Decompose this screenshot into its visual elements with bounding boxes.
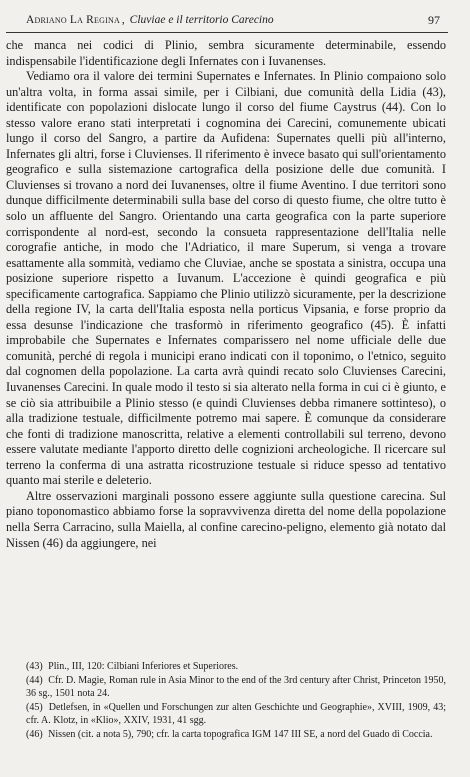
paragraph-continuation: che manca nei codici di Plinio, sembra sicuramente determinabile, essendo indispensabile l'identificazione degli Infernates con i Iuvanenses. xyxy=(6,38,446,68)
paragraph-altre-osservazioni: Altre osservazioni marginali possono essere aggiunte sulla questione carecina. Sul piano toponomastico abbiamo forse la sopravvivenza diretta del nome della popolazione nella Serra Carracino, sulla Maiella, al confine carecino-peligno, elemento già notato dal Nissen (46) da aggiungere, nei xyxy=(6,488,446,550)
header-author: Adriano La Regina xyxy=(26,14,120,26)
paragraph-supernates-infernates: Vediamo ora il valore dei termini Supernates e Infernates. In Plinio compaiono solo un'altra volta, in forma assai simile, per i Cilbiani, due comunità della Lidia (43), identificate con popolazioni dislocate lungo il corso del fiume Caystrus (44). Con lo stesso valore erano stati interpretati i cognomina dei Carecini, comunemente ubicati lungo il corso del Sangro, a partire da Aufidena: Supernates quelli più all'interno, Infernates gli altri, forse i Cluvienses. Il riferimento è invece basato qui sull'orientamento geografico e sulla sistemazione cartografica della posizione delle due comunità. I Cluvienses si trovano a nord dei Iuvanenses, oltre il fiume Aventino. I due territori sono dunque difficilmente determinabili sulla base del corso di questo fiume, che oltre tutto è solo un affluente del Sangro. Orientando una carta geografica con la parte superiore corrispondente al nord-est, secondo la consueta rappresentazione dell'Italia nelle corografie antiche, in modo che l'Adriatico, il mare Superum, si venga a trovare esattamente alla sommità, vediamo che Cluviae, anche se spostata a sinistra, occupa una posizione superiore rispetto a Iuvanum. L'accezione è quindi geografica e più specificamente cartografica. Sappiamo che Plinio utilizzò sicuramente, per la descrizione della regione IV, la carta dell'Italia esposta nella porticus Vipsania, e forse proprio da essa desunse l'indicazione che trasformò in riferimento geografico (45). È infatti improbabile che Supernates e Infernates comparissero nel nome ufficiale delle due comunità, perché di regola i municipi erano indicati con il toponimo, o l'etnico, seguito dal cognomen della popolazione. La carta avrà quindi recato solo Cluvienses Carecini, Iuvanenses Carecini. In quale modo il testo si sia alterato nella forma in cui ci è giunto, e se ciò sia attribuibile a Plinio stesso (e quindi Cluvienses debba rimanere sottinteso), o alla tradizione testuale, difficilmente potremo mai sapere. È comunque da considerare che fonti di tradizione manoscritta, relative a elementi controllabili sul terreno, devono essere valutate mediante l'apporto diretto delle cognizioni archeologiche. Il ricercare sul terreno la conferma di una astratta ricostruzione testuale si riduce spesso ad tentativo quanto mai sterile e deleterio. xyxy=(6,69,446,488)
footnote-45 xyxy=(6,701,446,728)
footnote-text: Nissen (cit. a nota 5), 790; cfr. la carta topografica IGM 147 III SE, a nord del Guado di Coccia. xyxy=(48,728,433,740)
footnote-text: Detlefsen, in «Quellen und Forschungen zur alten Geschichte und Geographie», XVIII, 1909, 43; cfr. A. Klotz, in «Klio», XXIV, 1931, 41 sgg. xyxy=(26,701,446,726)
header-title: Cluviae e il territorio Carecino xyxy=(129,14,274,26)
footnote-46 xyxy=(6,728,446,742)
footnote-text: Cfr. D. Magie, Roman rule in Asia Minor to the end of the 3rd century after Christ, Princeton 1950, 36 sg., 1501 nota 24. xyxy=(26,674,447,699)
footnote-label: (43) xyxy=(26,661,43,672)
main-text xyxy=(6,38,446,551)
running-header xyxy=(26,10,440,30)
footnote-label: (44) xyxy=(26,674,43,686)
footnotes xyxy=(6,660,446,741)
header-divider xyxy=(6,32,448,33)
header-separator: , xyxy=(121,14,125,26)
page-number: 97 xyxy=(428,13,440,27)
footnote-label: (46) xyxy=(26,728,43,740)
footnote-43 xyxy=(6,660,446,674)
footnote-44 xyxy=(6,674,446,701)
footnote-text: Plin., III, 120: Cilbiani Inferiores et Superiores. xyxy=(48,661,239,672)
running-title xyxy=(26,10,274,30)
footnote-label: (45) xyxy=(26,701,43,713)
